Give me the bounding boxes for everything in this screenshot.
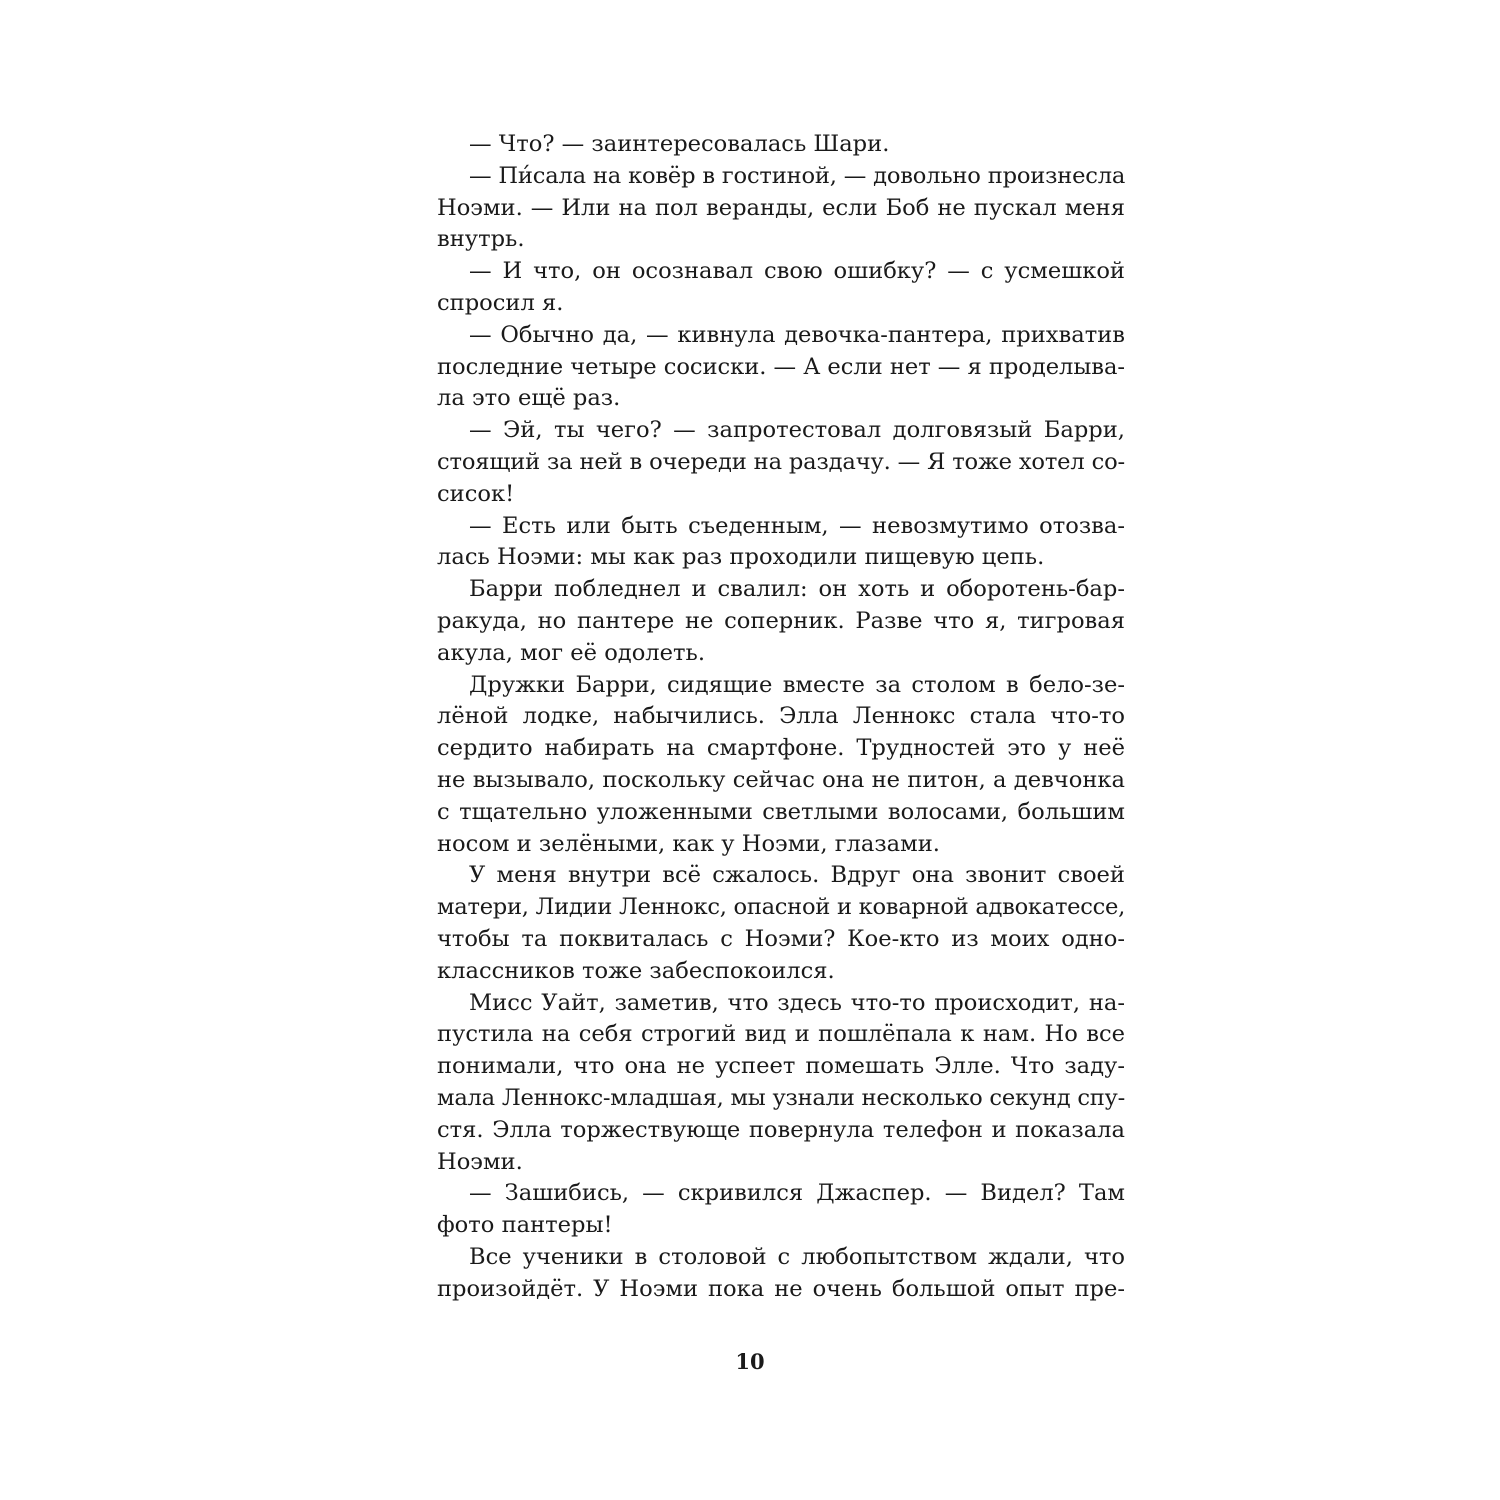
page-number: 10 <box>735 1349 765 1374</box>
text-line: Мисс Уайт, заметив, что здесь что-то происходит, на- <box>469 989 1125 1016</box>
text-line: — Зашибись, — скривился Джаспер. — Видел? Там <box>469 1180 1125 1207</box>
text-line: — Есть или быть съеденным, — невозмутимо отозва- <box>469 512 1125 539</box>
text-line: — Пи́сала на ковёр в гостиной, — довольно произнесла <box>469 162 1126 189</box>
text-line: — Обычно да, — кивнула девочка-пантера, прихватив <box>469 321 1125 348</box>
text-line: последние четыре сосиски. — А если нет — я проделыва- <box>437 353 1125 380</box>
text-line: понимали, что она не успеет помешать Элле. Что заду- <box>437 1053 1125 1080</box>
text-line: — И что, он осознавал свою ошибку? — с усмешкой <box>469 258 1125 285</box>
text-line: с тщательно уложенными светлыми волосами, большим <box>437 798 1125 825</box>
text-line: ракуда, но пантере не соперник. Разве что я, тигровая <box>437 607 1125 634</box>
text-line: — Эй, ты чего? — запротестовал долговязый Барри, <box>469 417 1125 444</box>
text-line: не вызывало, поскольку сейчас она не питон, а девчонка <box>437 766 1125 793</box>
text-line: Дружки Барри, сидящие вместе за столом в бело-зе- <box>469 671 1125 698</box>
text-line: внутрь. <box>437 226 525 253</box>
text-line: акула, мог её одолеть. <box>437 639 706 666</box>
text-line: сисок! <box>437 480 515 507</box>
text-line: Ноэми. <box>437 1148 523 1175</box>
text-line: У меня внутри всё сжалось. Вдруг она звонит своей <box>469 862 1125 889</box>
text-line: стя. Элла торжествующе повернула телефон и показала <box>437 1116 1125 1143</box>
text-line: классников тоже забеспокоился. <box>437 957 835 984</box>
text-line: Барри побледнел и свалил: он хоть и оборотень-бар- <box>469 576 1125 603</box>
text-line: мала Леннокс-младшая, мы узнали несколько секунд спу- <box>437 1084 1125 1111</box>
text-line: Ноэми. — Или на пол веранды, если Боб не пускал меня <box>437 194 1125 221</box>
text-line: лась Ноэми: мы как раз проходили пищевую цепь. <box>437 544 1045 571</box>
text-line: произойдёт. У Ноэми пока не очень большой опыт пре- <box>437 1275 1125 1302</box>
text-line: сердито набирать на смартфоне. Трудностей это у неё <box>437 735 1125 762</box>
text-line: Все ученики в столовой с любопытством ждали, что <box>469 1243 1125 1270</box>
text-line: пустила на себя строгий вид и пошлёпала к нам. Но все <box>437 1021 1125 1048</box>
text-line: — Что? — заинтересовалась Шари. <box>469 131 890 157</box>
text-line: фото пантеры! <box>437 1212 613 1239</box>
text-line: лёной лодке, набычились. Элла Леннокс стала что-то <box>437 703 1125 730</box>
text-line: матери, Лидии Леннокс, опасной и коварной адвокатессе, <box>437 894 1125 921</box>
text-line: стоящий за ней в очереди на раздачу. — Я тоже хотел со- <box>437 448 1125 475</box>
text-line: чтобы та поквиталась с Ноэми? Кое-кто из моих одно- <box>437 925 1125 952</box>
text-line: ла это ещё раз. <box>437 385 621 412</box>
text-line: носом и зелёными, как у Ноэми, глазами. <box>437 830 940 857</box>
body-text <box>437 129 1125 1305</box>
text-line: спросил я. <box>437 289 564 316</box>
